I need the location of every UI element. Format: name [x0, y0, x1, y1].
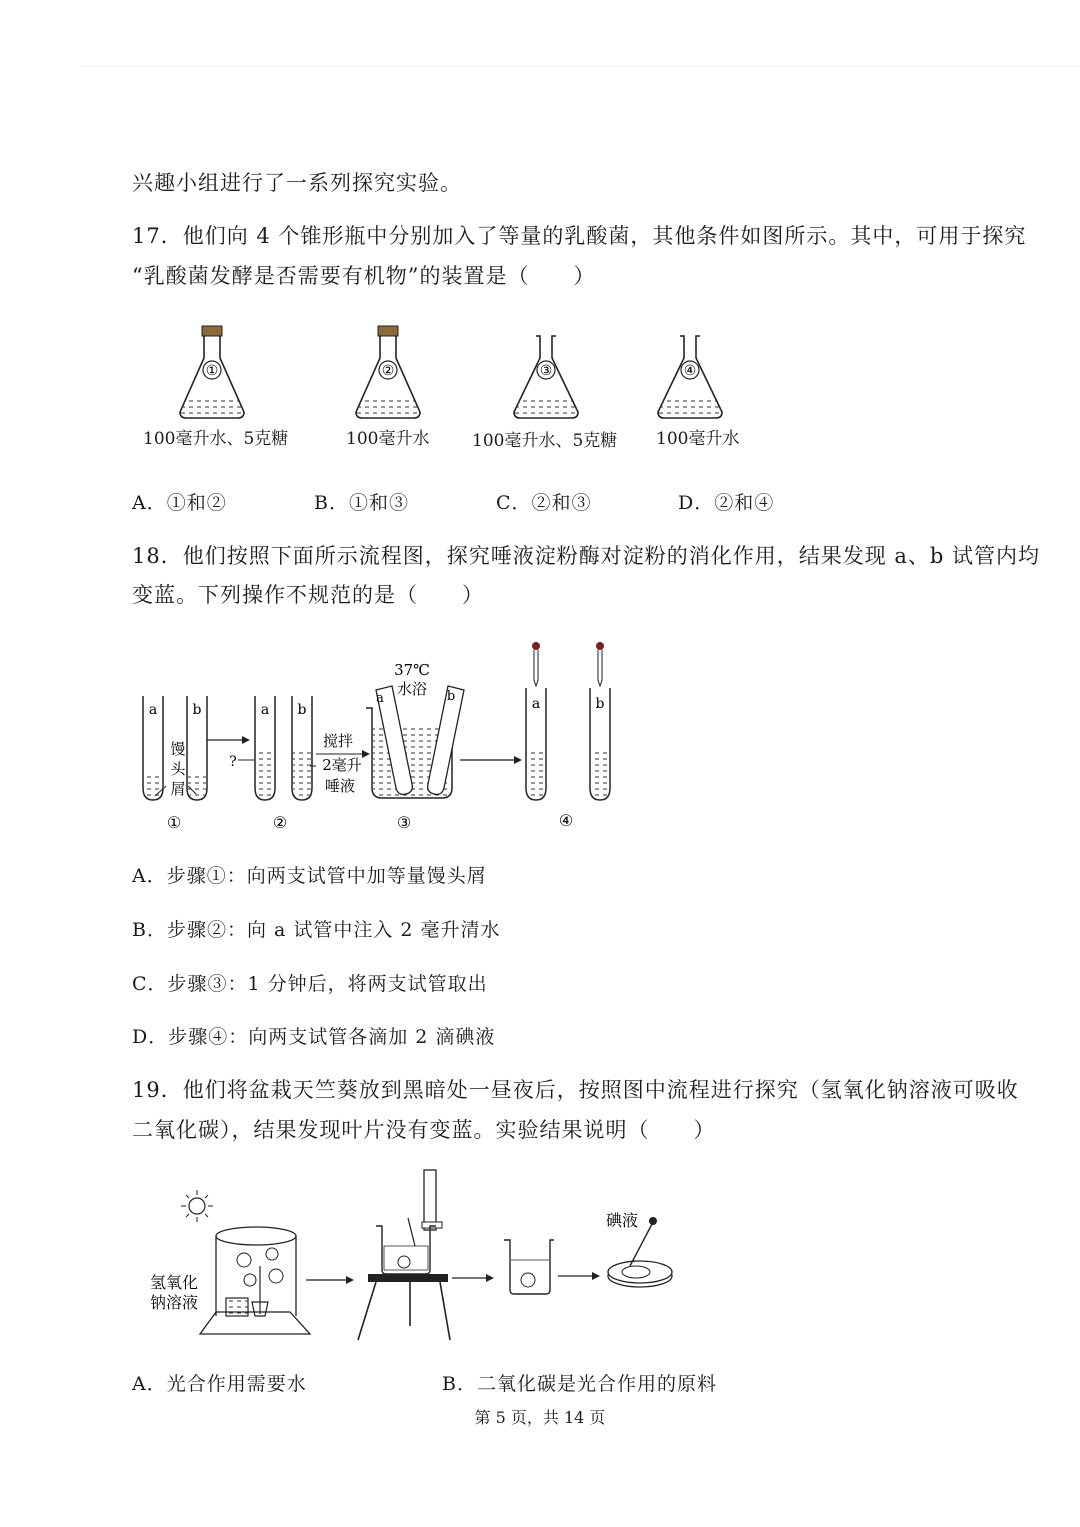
step1-tubes: [143, 696, 207, 832]
q19-option-b: B．二氧化碳是光合作用的原料: [442, 1373, 717, 1395]
step2-number: ②: [272, 813, 288, 832]
q19-stem-line1: 19．他们将盆栽天竺葵放到黑暗处一昼夜后，按照图中流程进行探究（氢氧化钠溶液可吸收: [132, 1078, 1019, 1102]
flask-3: [514, 336, 578, 418]
flask-1: [180, 326, 244, 418]
page-footer: 第 5 页，共 14 页: [474, 1408, 606, 1427]
flask-caption-1: 100毫升水、5克糖: [143, 429, 289, 449]
saliva-label-2: 唾液: [324, 777, 356, 795]
mantou-char-1: 馒: [170, 740, 186, 758]
mantou-char-3: 屑: [170, 780, 186, 798]
page-top-rule: [80, 66, 1080, 67]
temp-label: 37℃: [394, 661, 430, 679]
q19-flow-diagram: [140, 1166, 700, 1356]
q18-option-b: B．步骤②：向 a 试管中注入 2 毫升清水: [132, 919, 501, 941]
q17-option-b: B．①和③: [314, 492, 409, 514]
bell-jar-setup: [200, 1227, 310, 1334]
flask-caption-4: 100毫升水: [656, 429, 740, 449]
q17-stem-line2: “乳酸菌发酵是否需要有机物”的装置是（ ）: [132, 264, 596, 288]
step3-tube-a-label: a: [376, 691, 384, 706]
step1-tube-b-label: b: [192, 702, 202, 718]
q18-stem-line2: 变蓝。下列操作不规范的是（ ）: [132, 583, 484, 607]
q18-option-d: D．步骤④：向两支试管各滴加 2 滴碘液: [132, 1026, 496, 1048]
step4-number: ④: [558, 811, 574, 830]
naoh-beaker: [226, 1298, 248, 1316]
bath-label: 水浴: [396, 680, 428, 698]
stir-label: 搅拌: [322, 732, 354, 750]
q18-flow-diagram: [130, 636, 630, 836]
stopper-2: [378, 326, 398, 336]
step4-tube-a-label: a: [531, 696, 541, 712]
flask-label-1: ①: [205, 363, 219, 379]
step4-tube-b-label: b: [595, 696, 605, 712]
iodine-label: 碘液: [605, 1211, 639, 1230]
step2-tubes: [229, 696, 370, 832]
flask-4: [658, 336, 722, 418]
q17-stem-line1: 17．他们向 4 个锥形瓶中分别加入了等量的乳酸菌，其他条件如图所示。其中，可用于探究: [132, 224, 1027, 248]
saliva-label-1: 2毫升: [322, 756, 362, 774]
flask-caption-2: 100毫升水: [346, 429, 430, 449]
sun-icon: [181, 1190, 213, 1222]
q17-flask-diagram: [120, 320, 780, 430]
step1-number: ①: [166, 813, 182, 832]
q18-option-a: A．步骤①：向两支试管中加等量馒头屑: [132, 865, 487, 887]
naoh-label-1: 氢氧化: [149, 1273, 199, 1292]
q17-option-c: C．②和③: [496, 492, 592, 514]
stopper-1: [202, 326, 222, 336]
naoh-label-2: 钠溶液: [149, 1293, 199, 1312]
question-mark: ?: [229, 754, 237, 770]
step2-tube-a-label: a: [260, 702, 270, 718]
intro-text: 兴趣小组进行了一系列探究实验。: [132, 171, 462, 195]
step3-number: ③: [396, 813, 412, 832]
step4-tubes: [526, 642, 610, 830]
q18-option-c: C．步骤③：1 分钟后，将两支试管取出: [132, 973, 488, 995]
q19-option-a: A．光合作用需要水: [132, 1373, 307, 1395]
q19-stem-line2: 二氧化碳），结果发现叶片没有变蓝。实验结果说明（ ）: [132, 1118, 716, 1142]
flask-label-2: ②: [381, 363, 395, 379]
flask-caption-3: 100毫升水、5克糖: [472, 431, 618, 451]
step1-tube-a-label: a: [148, 702, 158, 718]
flask-label-4: ④: [683, 363, 697, 379]
step2-tube-b-label: b: [297, 702, 307, 718]
step3-tube-b-label: b: [446, 689, 456, 704]
q17-option-d: D．②和④: [678, 492, 775, 514]
flask-2: [356, 326, 420, 418]
heating-setup: [358, 1170, 450, 1340]
flask-label-3: ③: [539, 363, 553, 379]
alcohol-beaker: [504, 1240, 554, 1294]
mantou-char-2: 头: [170, 760, 186, 778]
step3-water-bath: [366, 661, 464, 832]
q18-stem-line1: 18．他们按照下面所示流程图，探究唾液淀粉酶对淀粉的消化作用，结果发现 a、b 试管内均: [132, 544, 1041, 568]
q17-option-a: A．①和②: [132, 492, 227, 514]
